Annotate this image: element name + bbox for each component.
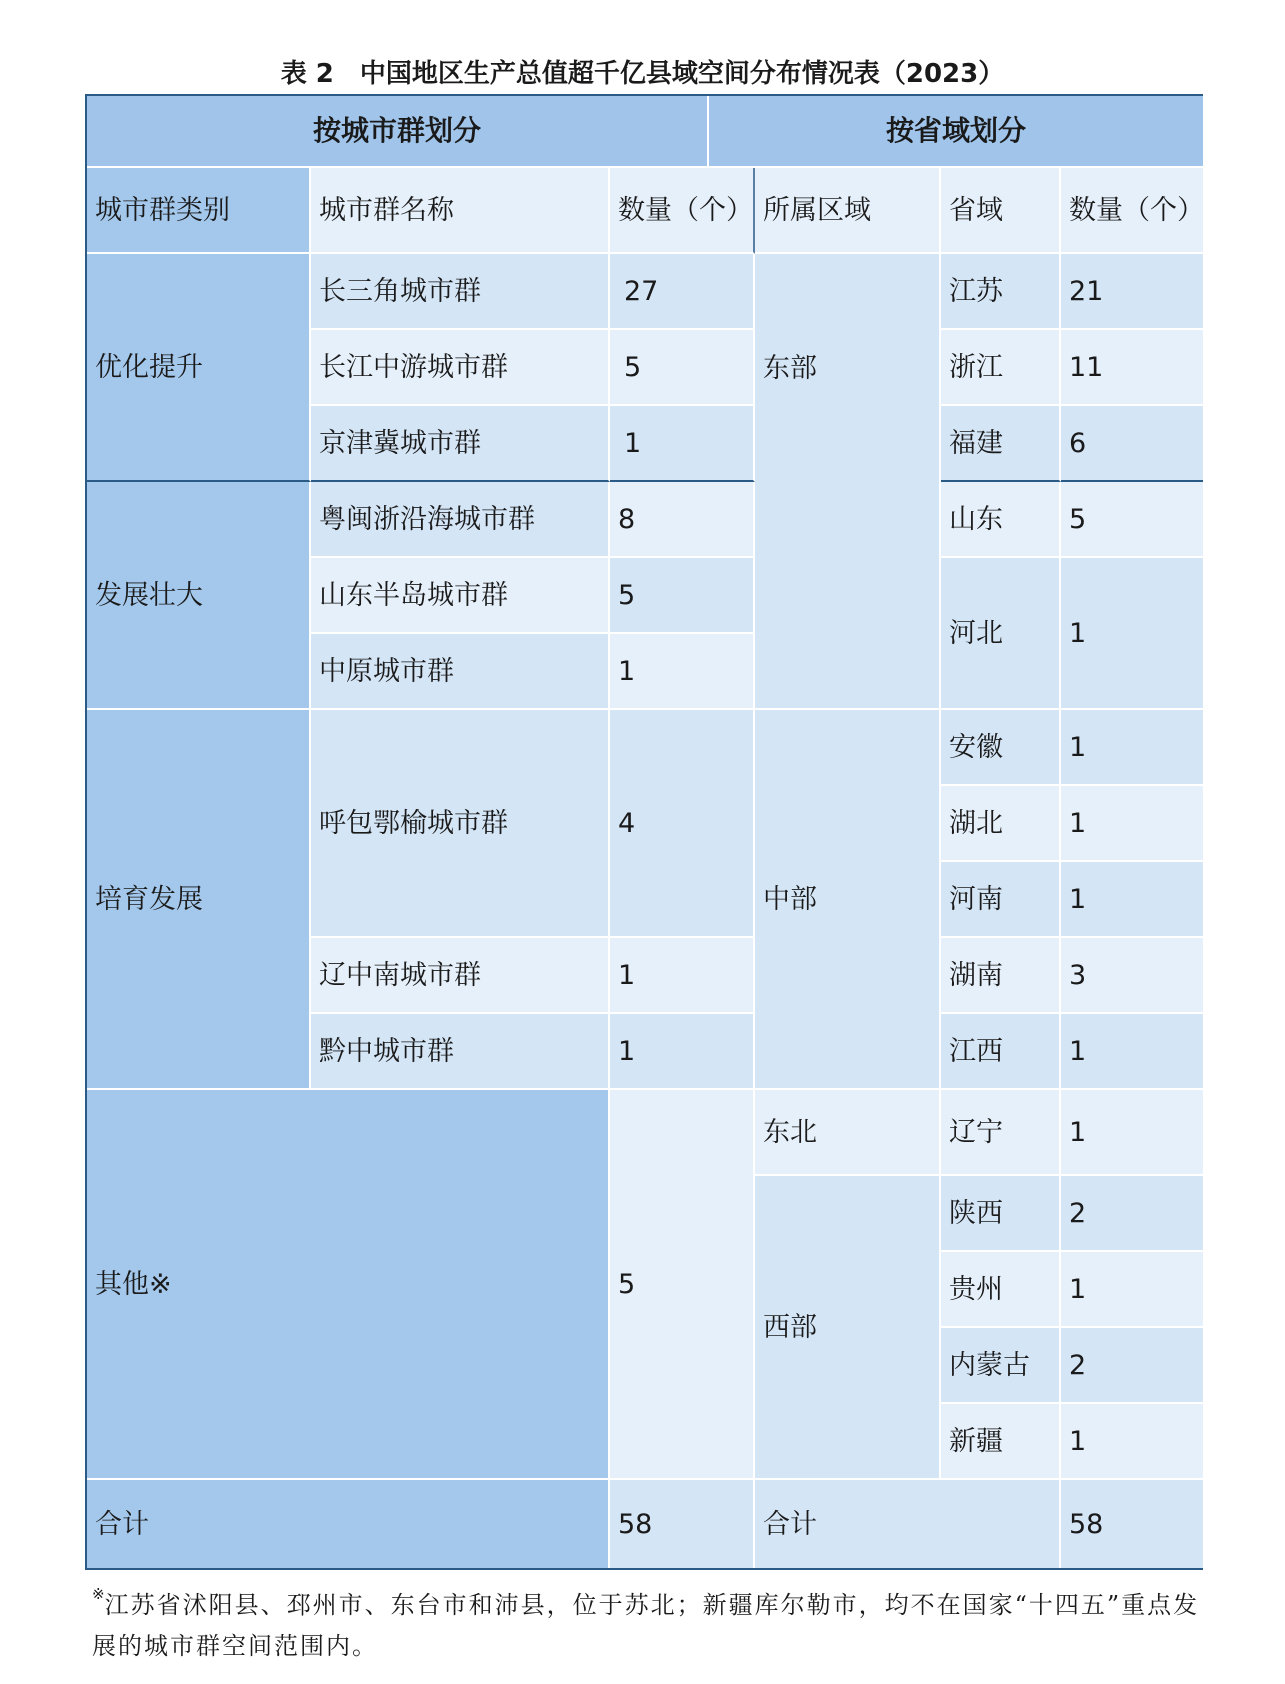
province-cell: 江苏 xyxy=(941,254,1061,330)
province-cell: 河南 xyxy=(941,862,1061,938)
cluster-category-cell: 发展壮大 xyxy=(87,482,311,710)
cluster-count-cell: 1 xyxy=(610,634,755,710)
footnote xyxy=(92,1574,1212,1667)
cluster-name-cell: 中原城市群 xyxy=(311,634,610,710)
cluster-category-cell: 优化提升 xyxy=(87,254,311,482)
province-cell: 福建 xyxy=(941,406,1061,482)
province-count-cell: 1 xyxy=(1061,862,1203,938)
region-cell: 西部 xyxy=(755,1176,941,1480)
province-cell: 湖北 xyxy=(941,786,1061,862)
province-count-cell: 1 xyxy=(1061,1090,1203,1176)
cluster-category-cell: 其他※ xyxy=(87,1090,610,1480)
cluster-count-cell: 5 xyxy=(610,330,755,406)
section-header-by-province: 按省域划分 xyxy=(709,96,1203,168)
province-count-cell: 2 xyxy=(1061,1328,1203,1404)
footnote-text: 江苏省沭阳县、邳州市、东台市和沛县，位于苏北；新疆库尔勒市，均不在国家“十四五”重点发展的城市群空间范围内。 xyxy=(92,1591,1200,1660)
section-header-by-cluster: 按城市群划分 xyxy=(87,96,709,168)
cluster-name-cell: 长三角城市群 xyxy=(311,254,610,330)
province-cell: 浙江 xyxy=(941,330,1061,406)
cluster-count-cell: 1 xyxy=(610,938,755,1014)
province-count-cell: 11 xyxy=(1061,330,1203,406)
province-count-cell: 5 xyxy=(1061,482,1203,558)
province-count-cell: 1 xyxy=(1061,710,1203,786)
province-cell: 江西 xyxy=(941,1014,1061,1090)
cluster-name-cell: 粤闽浙沿海城市群 xyxy=(311,482,610,558)
cluster-category-cell: 培育发展 xyxy=(87,710,311,1090)
column-header-cluster-name: 城市群名称 xyxy=(311,168,610,254)
region-cell: 中部 xyxy=(755,710,941,1090)
cluster-count-cell: 27 xyxy=(610,254,755,330)
province-count-cell: 2 xyxy=(1061,1176,1203,1252)
province-cell: 辽宁 xyxy=(941,1090,1061,1176)
column-header-province: 省域 xyxy=(941,168,1061,254)
cluster-count-cell: 1 xyxy=(610,1014,755,1090)
total-value-right: 58 xyxy=(1061,1480,1203,1568)
province-cell: 河北 xyxy=(941,558,1061,710)
cluster-count-cell: 5 xyxy=(610,1090,755,1480)
province-cell: 湖南 xyxy=(941,938,1061,1014)
province-cell: 贵州 xyxy=(941,1252,1061,1328)
table-title: 表 2 中国地区生产总值超千亿县域空间分布情况表（2023） xyxy=(280,59,1005,89)
distribution-table xyxy=(85,94,1203,1570)
province-count-cell: 6 xyxy=(1061,406,1203,482)
footnote-mark: ※ xyxy=(92,1585,105,1603)
column-header-cluster-count: 数量（个） xyxy=(610,168,755,254)
province-count-cell: 1 xyxy=(1061,1252,1203,1328)
cluster-name-cell: 辽中南城市群 xyxy=(311,938,610,1014)
region-cell: 东部 xyxy=(755,254,941,482)
province-count-cell: 1 xyxy=(1061,1404,1203,1480)
cluster-name-cell: 京津冀城市群 xyxy=(311,406,610,482)
cluster-name-cell: 呼包鄂榆城市群 xyxy=(311,710,610,938)
province-count-cell: 1 xyxy=(1061,786,1203,862)
province-cell: 山东 xyxy=(941,482,1061,558)
cluster-count-cell: 5 xyxy=(610,558,755,634)
province-count-cell: 1 xyxy=(1061,1014,1203,1090)
column-header-cluster-category: 城市群类别 xyxy=(87,168,311,254)
province-cell: 新疆 xyxy=(941,1404,1061,1480)
cluster-name-cell: 山东半岛城市群 xyxy=(311,558,610,634)
total-label-left: 合计 xyxy=(87,1480,610,1568)
province-cell: 陕西 xyxy=(941,1176,1061,1252)
province-count-cell: 21 xyxy=(1061,254,1203,330)
column-header-province-count: 数量（个） xyxy=(1061,168,1203,254)
region-cell-continued xyxy=(755,482,941,710)
province-count-cell: 1 xyxy=(1061,558,1203,710)
region-cell: 东北 xyxy=(755,1090,941,1176)
column-header-region: 所属区域 xyxy=(755,168,941,254)
cluster-count-cell: 4 xyxy=(610,710,755,938)
cluster-name-cell: 长江中游城市群 xyxy=(311,330,610,406)
province-count-cell: 3 xyxy=(1061,938,1203,1014)
province-cell: 安徽 xyxy=(941,710,1061,786)
total-label-right: 合计 xyxy=(755,1480,1061,1568)
cluster-count-cell: 1 xyxy=(610,406,755,482)
total-value-left: 58 xyxy=(610,1480,755,1568)
cluster-name-cell: 黔中城市群 xyxy=(311,1014,610,1090)
cluster-count-cell: 8 xyxy=(610,482,755,558)
province-cell: 内蒙古 xyxy=(941,1328,1061,1404)
